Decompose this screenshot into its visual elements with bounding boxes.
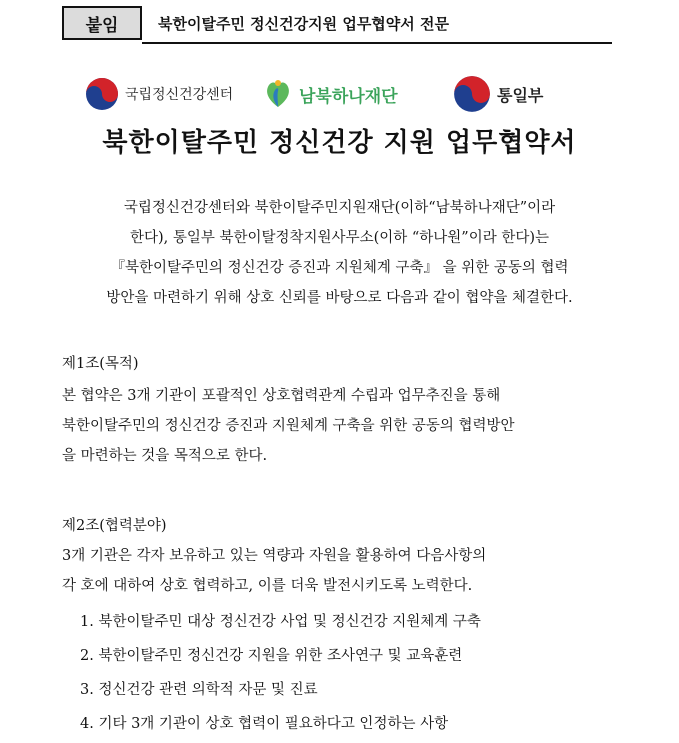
list-item: 2. 북한이탈주민 정신건강 지원을 위한 조사연구 및 교육훈련 xyxy=(80,648,463,664)
document-title: 북한이탈주민 정신건강 지원 업무협약서 xyxy=(102,128,577,158)
article-title: 제2조(협력분야) xyxy=(62,518,167,534)
list-item: 1. 북한이탈주민 대상 정신건강 사업 및 정신건강 지원체계 구축 xyxy=(80,614,481,630)
attachment-label: 붙임 xyxy=(62,6,142,40)
article-line: 북한이탈주민의 정신건강 증진과 지원체계 구축을 위한 공동의 협력방안 xyxy=(62,418,515,434)
article-line: 3개 기관은 각자 보유하고 있는 역량과 자원을 활용하여 다음사항의 xyxy=(62,548,487,564)
article-line: 을 마련하는 것을 목적으로 한다. xyxy=(62,448,268,464)
preamble-line: 방안을 마련하기 위해 상호 신뢰를 바탕으로 다음과 같이 협약을 체결한다. xyxy=(106,290,573,306)
taegeuk-icon xyxy=(453,75,491,113)
logo-row xyxy=(85,72,605,116)
logo-text: 통일부 xyxy=(497,85,544,105)
list-item: 3. 정신건강 관련 의학적 자문 및 진료 xyxy=(80,682,318,698)
preamble-line: 한다), 통일부 북한이탈정착지원사무소(이하 “하나원”이라 한다)는 xyxy=(129,230,550,246)
logo-ministry-of-unification xyxy=(453,72,543,116)
attachment-header xyxy=(62,6,612,44)
article-line: 본 협약은 3개 기관이 포괄적인 상호협력관계 수립과 업무추진을 통해 xyxy=(62,388,501,404)
article-line: 각 호에 대하여 상호 협력하고, 이를 더욱 발전시키도록 노력한다. xyxy=(62,578,473,594)
preamble-line: 『북한이탈주민의 정신건강 증진과 지원체계 구축』 을 위한 공동의 협력 xyxy=(110,260,569,276)
preamble-line: 국립정신건강센터와 북한이탈주민지원재단(이하“남북하나재단”이라 xyxy=(123,200,556,216)
logo-national-mental-health-center xyxy=(85,72,233,116)
list-item: 4. 기타 3개 기관이 상호 협력이 필요하다고 인정하는 사항 xyxy=(80,716,449,732)
logo-text: 남북하나재단 xyxy=(299,86,398,107)
logo-korea-hana-foundation xyxy=(263,72,398,116)
heart-leaf-icon xyxy=(263,77,293,111)
article-title: 제1조(목적) xyxy=(62,356,139,372)
taegeuk-icon xyxy=(85,77,119,111)
logo-text: 국립정신건강센터 xyxy=(125,87,234,103)
header-divider xyxy=(142,42,612,44)
attachment-title: 북한이탈주민 정신건강지원 업무협약서 전문 xyxy=(158,15,449,33)
